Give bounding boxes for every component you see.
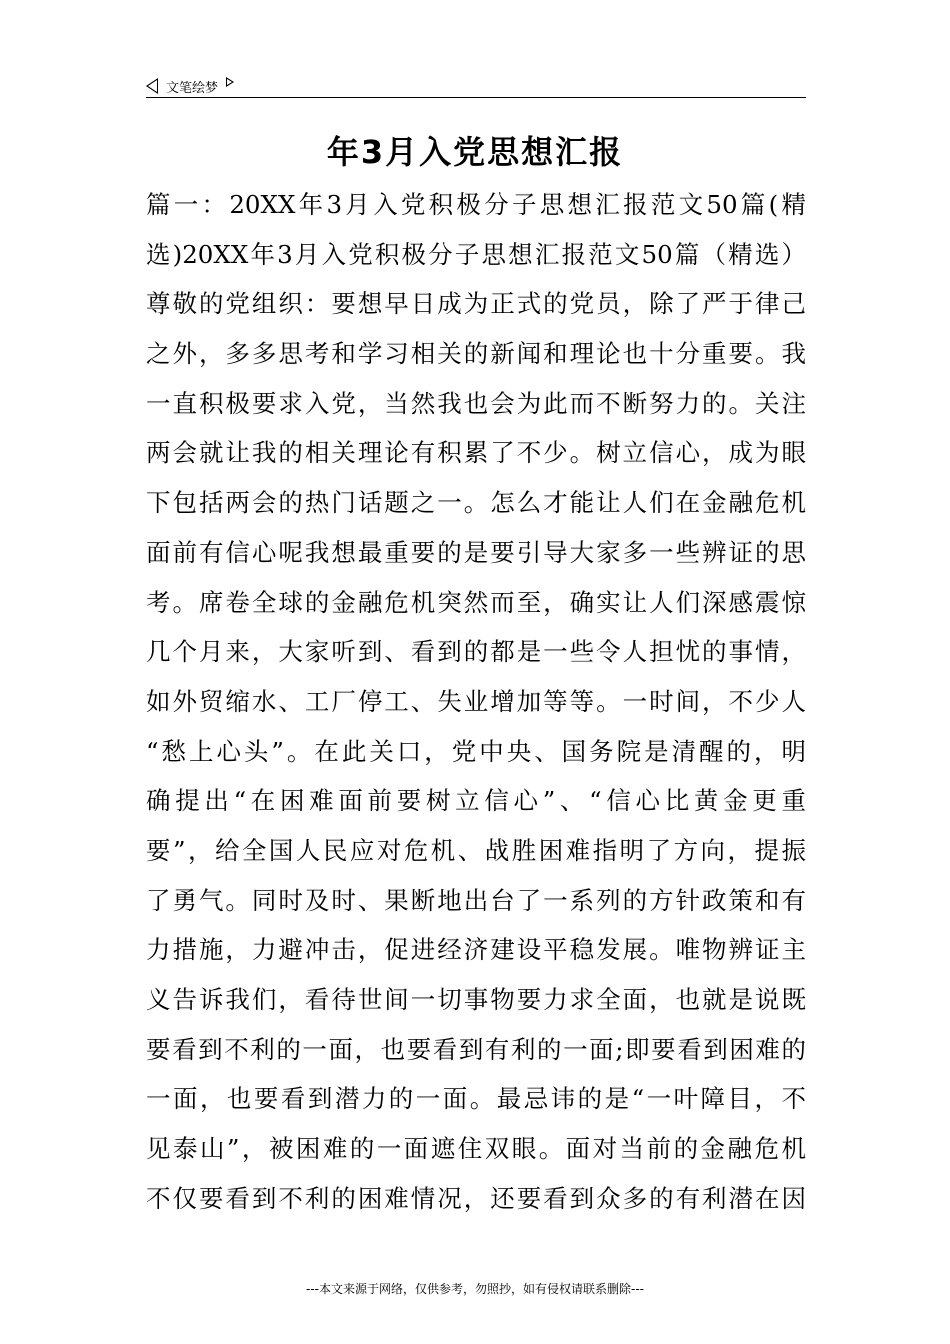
- document-body: [146, 180, 806, 1223]
- triangle-left-icon: [146, 78, 158, 94]
- body-line: 选)20XX年3月入党积极分子思想汇报范文50篇（精选）: [146, 239, 806, 269]
- body-line: 一面，也要看到潜力的一面。最忌讳的是“一叶障目，不: [146, 1084, 806, 1114]
- body-line: 面前有信心呢我想最重要的是要引导大家多一些辨证的思: [146, 537, 806, 567]
- body-line: 尊敬的党组织：要想早日成为正式的党员，除了严于律己: [146, 289, 806, 319]
- header-brand: 文笔绘梦: [166, 80, 219, 96]
- body-line: 篇一：20XX年3月入党积极分子思想汇报范文50篇(精: [146, 190, 806, 219]
- body-line: 见泰山”，被困难的一面遮住双眼。面对当前的金融危机: [146, 1134, 806, 1164]
- body-line: 如外贸缩水、工厂停工、失业增加等等。一时间，不少人: [146, 686, 806, 716]
- page-footer: ---本文来源于网络，仅供参考，勿照抄，如有侵权请联系删除---: [306, 1282, 644, 1296]
- body-line: 了勇气。同时及时、果断地出台了一系列的方针政策和有: [146, 885, 806, 915]
- triangle-right-icon: [226, 77, 234, 87]
- page-header: [146, 74, 234, 98]
- body-line: 确提出“在困难面前要树立信心”、“信心比黄金更重: [146, 786, 806, 816]
- body-line: 要看到不利的一面，也要看到有利的一面;即要看到困难的: [146, 1034, 806, 1064]
- body-line: 两会就让我的相关理论有积累了不少。树立信心，成为眼: [146, 438, 806, 468]
- body-line: 义告诉我们，看待世间一切事物要力求全面，也就是说既: [146, 985, 806, 1014]
- body-line: 不仅要看到不利的困难情况，还要看到众多的有利潜在因: [146, 1183, 806, 1213]
- header-divider: [146, 97, 806, 98]
- body-line: 几个月来，大家听到、看到的都是一些令人担忧的事情，: [146, 637, 806, 667]
- body-line: 之外，多多思考和学习相关的新闻和理论也十分重要。我: [146, 339, 806, 369]
- body-line: 考。席卷全球的金融危机突然而至，确实让人们深感震惊: [146, 587, 806, 617]
- body-line: 一直积极要求入党，当然我也会为此而不断努力的。关注: [146, 388, 806, 418]
- body-line: 力措施，力避冲击，促进经济建设平稳发展。唯物辨证主: [146, 935, 806, 965]
- body-line: 下包括两会的热门话题之一。怎么才能让人们在金融危机: [146, 488, 806, 518]
- body-line: 要”，给全国人民应对危机、战胜困难指明了方向，提振: [146, 835, 806, 865]
- document-title: 年3月入党思想汇报: [326, 133, 624, 171]
- body-line: “愁上心头”。在此关口，党中央、国务院是清醒的，明: [146, 736, 806, 766]
